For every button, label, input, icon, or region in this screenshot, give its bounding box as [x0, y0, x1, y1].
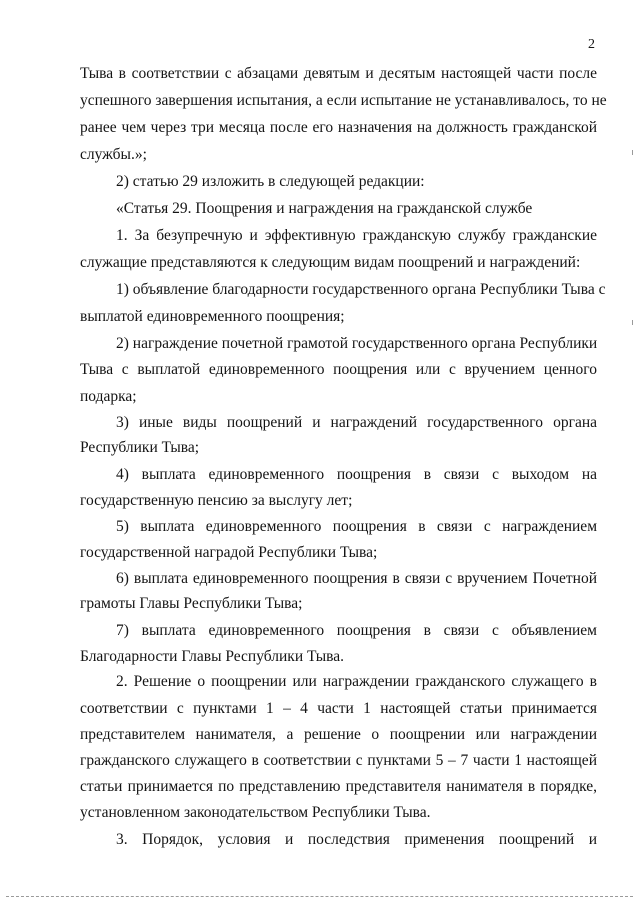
text-line: статьи принимается по представлению представителя нанимателя в порядке,: [80, 778, 597, 795]
text-line: 2. Решение о поощрении или награждении гражданского служащего в: [116, 673, 597, 690]
text-line: 3. Порядок, условия и последствия применения поощрений и: [116, 831, 597, 848]
text-line: государственную пенсию за выслугу лет;: [80, 492, 353, 509]
text-line: 3) иные виды поощрений и награждений государственного органа: [116, 414, 597, 431]
text-line: 6) выплата единовременного поощрения в связи с вручением Почетной: [116, 570, 597, 587]
text-line: 2) статью 29 изложить в следующей редакции:: [116, 173, 425, 190]
text-line: установленном законодательством Республики Тыва.: [80, 804, 431, 821]
text-line: 5) выплата единовременного поощрения в связи с награждением: [116, 518, 597, 535]
text-line: ранее чем через три месяца после его назначения на должность гражданской: [80, 119, 597, 136]
text-line: грамоты Главы Республики Тыва;: [80, 595, 303, 612]
scan-bottom-border: [6, 896, 633, 897]
scan-edge-mark: [632, 320, 633, 325]
text-line: Тыва в соответствии с абзацами девятым и десятым настоящей части после: [80, 65, 597, 82]
text-line: Республики Тыва;: [80, 439, 200, 456]
text-line: Тыва с выплатой единовременного поощрения или с вручением ценного: [80, 361, 597, 378]
text-line: службы.»;: [80, 146, 147, 163]
text-line: 4) выплата единовременного поощрения в связи с выходом на: [116, 466, 597, 483]
text-line: успешного завершения испытания, а если испытание не устанавливалось, то не: [80, 92, 607, 109]
text-line: выплатой единовременного поощрения;: [80, 308, 345, 325]
text-line: гражданского служащего в соответствии с пунктами 5 – 7 части 1 настоящей: [80, 752, 597, 769]
text-line: 1) объявление благодарности государственного органа Республики Тыва с: [116, 281, 606, 298]
page-number: 2: [588, 37, 595, 52]
text-line: «Статья 29. Поощрения и награждения на гражданской службе: [116, 200, 533, 217]
text-line: Благодарности Главы Республики Тыва.: [80, 648, 344, 665]
text-line: государственной наградой Республики Тыва;: [80, 544, 378, 561]
text-line: 2) награждение почетной грамотой государственного органа Республики: [116, 335, 598, 352]
text-line: 1. За безупречную и эффективную гражданскую службу гражданские: [116, 227, 597, 244]
text-line: представителем нанимателя, а решение о поощрении или награждении: [80, 726, 597, 743]
text-line: подарка;: [80, 388, 137, 405]
scan-edge-mark: [632, 150, 633, 155]
text-line: служащие представляются к следующим видам поощрений и награждений:: [80, 254, 581, 271]
text-line: 7) выплата единовременного поощрения в связи с объявлением: [116, 622, 597, 639]
text-line: соответствии с пунктами 1 – 4 части 1 настоящей статьи принимается: [80, 700, 597, 717]
